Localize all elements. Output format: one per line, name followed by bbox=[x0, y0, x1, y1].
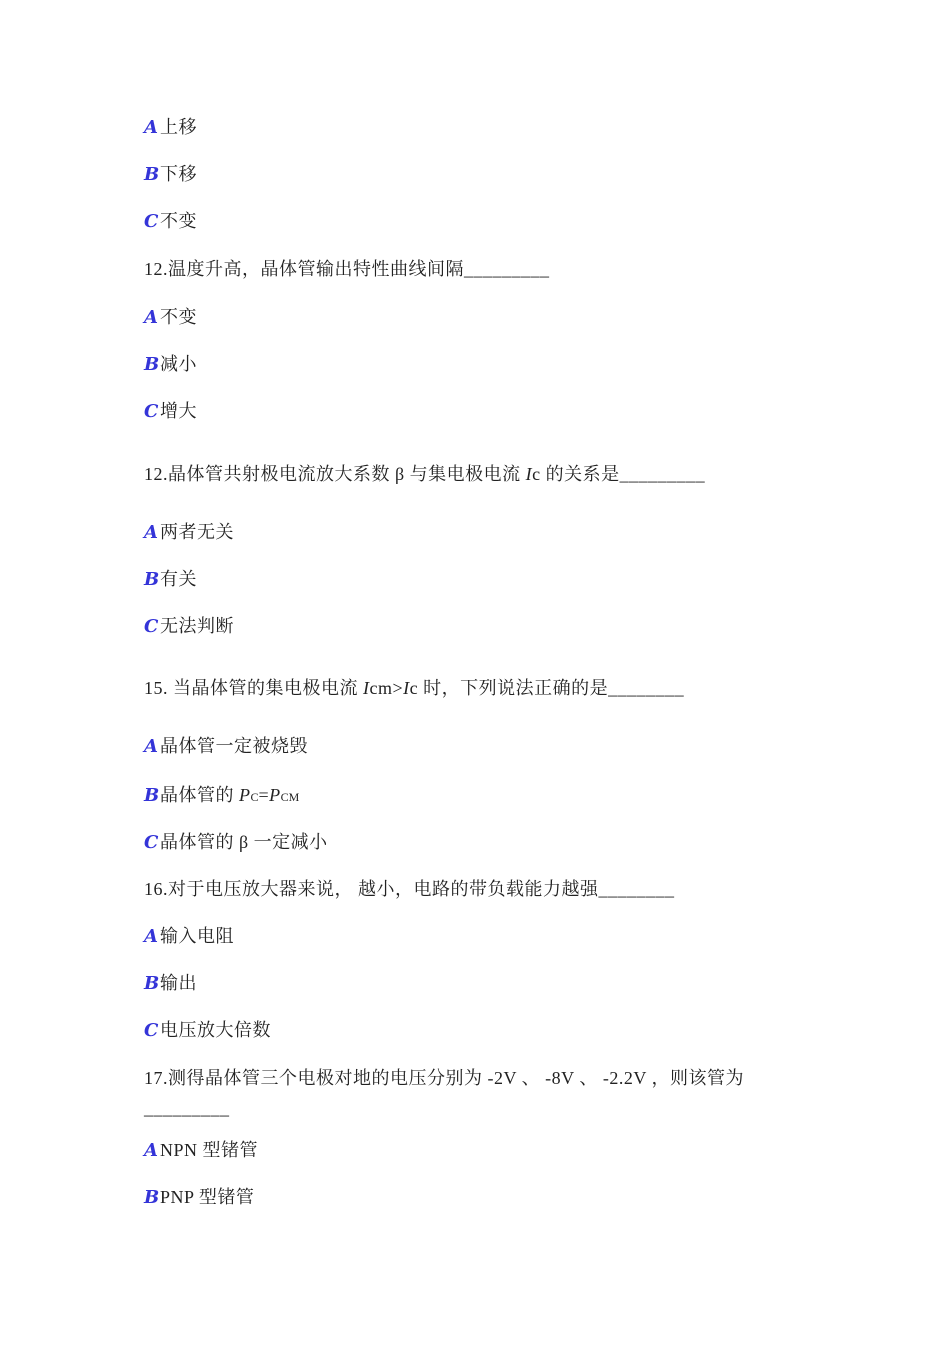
question-15 bbox=[144, 676, 684, 700]
question-text: 16.对于电压放大器来说， 越小，电路的带负载能力越强________ bbox=[144, 879, 675, 899]
option-text: 无法判断 bbox=[160, 616, 234, 636]
q17-option-b bbox=[144, 1185, 254, 1209]
question-text-mid: cm> bbox=[369, 678, 404, 698]
option-letter: B bbox=[144, 354, 160, 375]
option-letter: C bbox=[144, 401, 159, 422]
question-text: 12.晶体管共射极电流放大系数 β 与集电极电流 bbox=[144, 464, 526, 484]
option-letter: C bbox=[144, 211, 159, 232]
q12a-option-b bbox=[144, 352, 197, 376]
q12a-option-c bbox=[144, 399, 197, 423]
option-text: 有关 bbox=[160, 569, 197, 589]
q11-option-c bbox=[144, 209, 197, 233]
option-letter: B bbox=[144, 1187, 160, 1208]
option-letter: B bbox=[144, 785, 160, 806]
option-text: 减小 bbox=[160, 354, 197, 374]
option-text: 不变 bbox=[160, 307, 197, 327]
option-text: NPN 型锗管 bbox=[160, 1140, 259, 1160]
option-letter: A bbox=[144, 117, 158, 138]
symbol-i: I bbox=[363, 678, 370, 698]
subscript-c: C bbox=[250, 790, 259, 804]
q16-option-b bbox=[144, 971, 197, 995]
q12b-option-b bbox=[144, 567, 197, 591]
question-text: 15. 当晶体管的集电极电流 bbox=[144, 678, 363, 698]
option-letter: A bbox=[144, 307, 158, 328]
q15-option-b bbox=[144, 783, 299, 807]
answer-blank: _________ bbox=[144, 1098, 230, 1118]
option-letter: A bbox=[144, 522, 158, 543]
question-12a bbox=[144, 257, 550, 281]
question-text: 17.测得晶体管三个电极对地的电压分别为 -2V 、 -8V 、 -2.2V ，则该管为 bbox=[144, 1068, 745, 1088]
option-text: 输入电阻 bbox=[160, 926, 234, 946]
q15-option-a bbox=[144, 734, 308, 758]
q16-option-c bbox=[144, 1018, 271, 1042]
option-letter: B bbox=[144, 973, 160, 994]
q11-option-a bbox=[144, 115, 197, 139]
option-letter: B bbox=[144, 569, 160, 590]
option-letter: A bbox=[144, 1140, 158, 1161]
option-text: 不变 bbox=[160, 211, 197, 231]
q15-option-c bbox=[144, 830, 328, 854]
option-letter: B bbox=[144, 164, 160, 185]
option-letter: C bbox=[144, 1020, 159, 1041]
option-text: 晶体管一定被烧毁 bbox=[160, 736, 308, 756]
q11-option-b bbox=[144, 162, 197, 186]
option-text: 晶体管的 bbox=[160, 785, 239, 805]
option-text: 下移 bbox=[160, 164, 197, 184]
q12b-option-a bbox=[144, 520, 234, 544]
q12b-option-c bbox=[144, 614, 234, 638]
option-letter: C bbox=[144, 832, 159, 853]
q16-option-a bbox=[144, 924, 234, 948]
question-16 bbox=[144, 877, 675, 901]
symbol-i: I bbox=[525, 464, 533, 484]
option-letter: A bbox=[144, 926, 158, 947]
option-text: 两者无关 bbox=[160, 522, 234, 542]
q12a-option-a bbox=[144, 305, 197, 329]
option-text: 增大 bbox=[160, 401, 197, 421]
question-text-tail: c 的关系是_________ bbox=[532, 464, 706, 484]
question-text-tail: c 时，下列说法正确的是________ bbox=[409, 678, 685, 698]
option-text: PNP 型锗管 bbox=[160, 1187, 255, 1207]
q17-option-a bbox=[144, 1138, 258, 1162]
question-12b bbox=[144, 462, 705, 486]
option-text: 输出 bbox=[160, 973, 197, 993]
option-text: 电压放大倍数 bbox=[160, 1020, 271, 1040]
option-letter: A bbox=[144, 736, 158, 757]
option-text: 上移 bbox=[160, 117, 197, 137]
equals-sign: = bbox=[258, 785, 270, 805]
question-text: 12.温度升高，晶体管输出特性曲线间隔_________ bbox=[144, 259, 550, 279]
symbol-p: P bbox=[239, 785, 251, 805]
question-17-blank bbox=[144, 1096, 230, 1120]
symbol-p: P bbox=[269, 785, 281, 805]
subscript-cm: CM bbox=[280, 790, 300, 804]
option-letter: C bbox=[144, 616, 159, 637]
option-text: 晶体管的 β 一定减小 bbox=[160, 832, 328, 852]
symbol-i: I bbox=[403, 678, 410, 698]
question-17 bbox=[144, 1066, 744, 1090]
